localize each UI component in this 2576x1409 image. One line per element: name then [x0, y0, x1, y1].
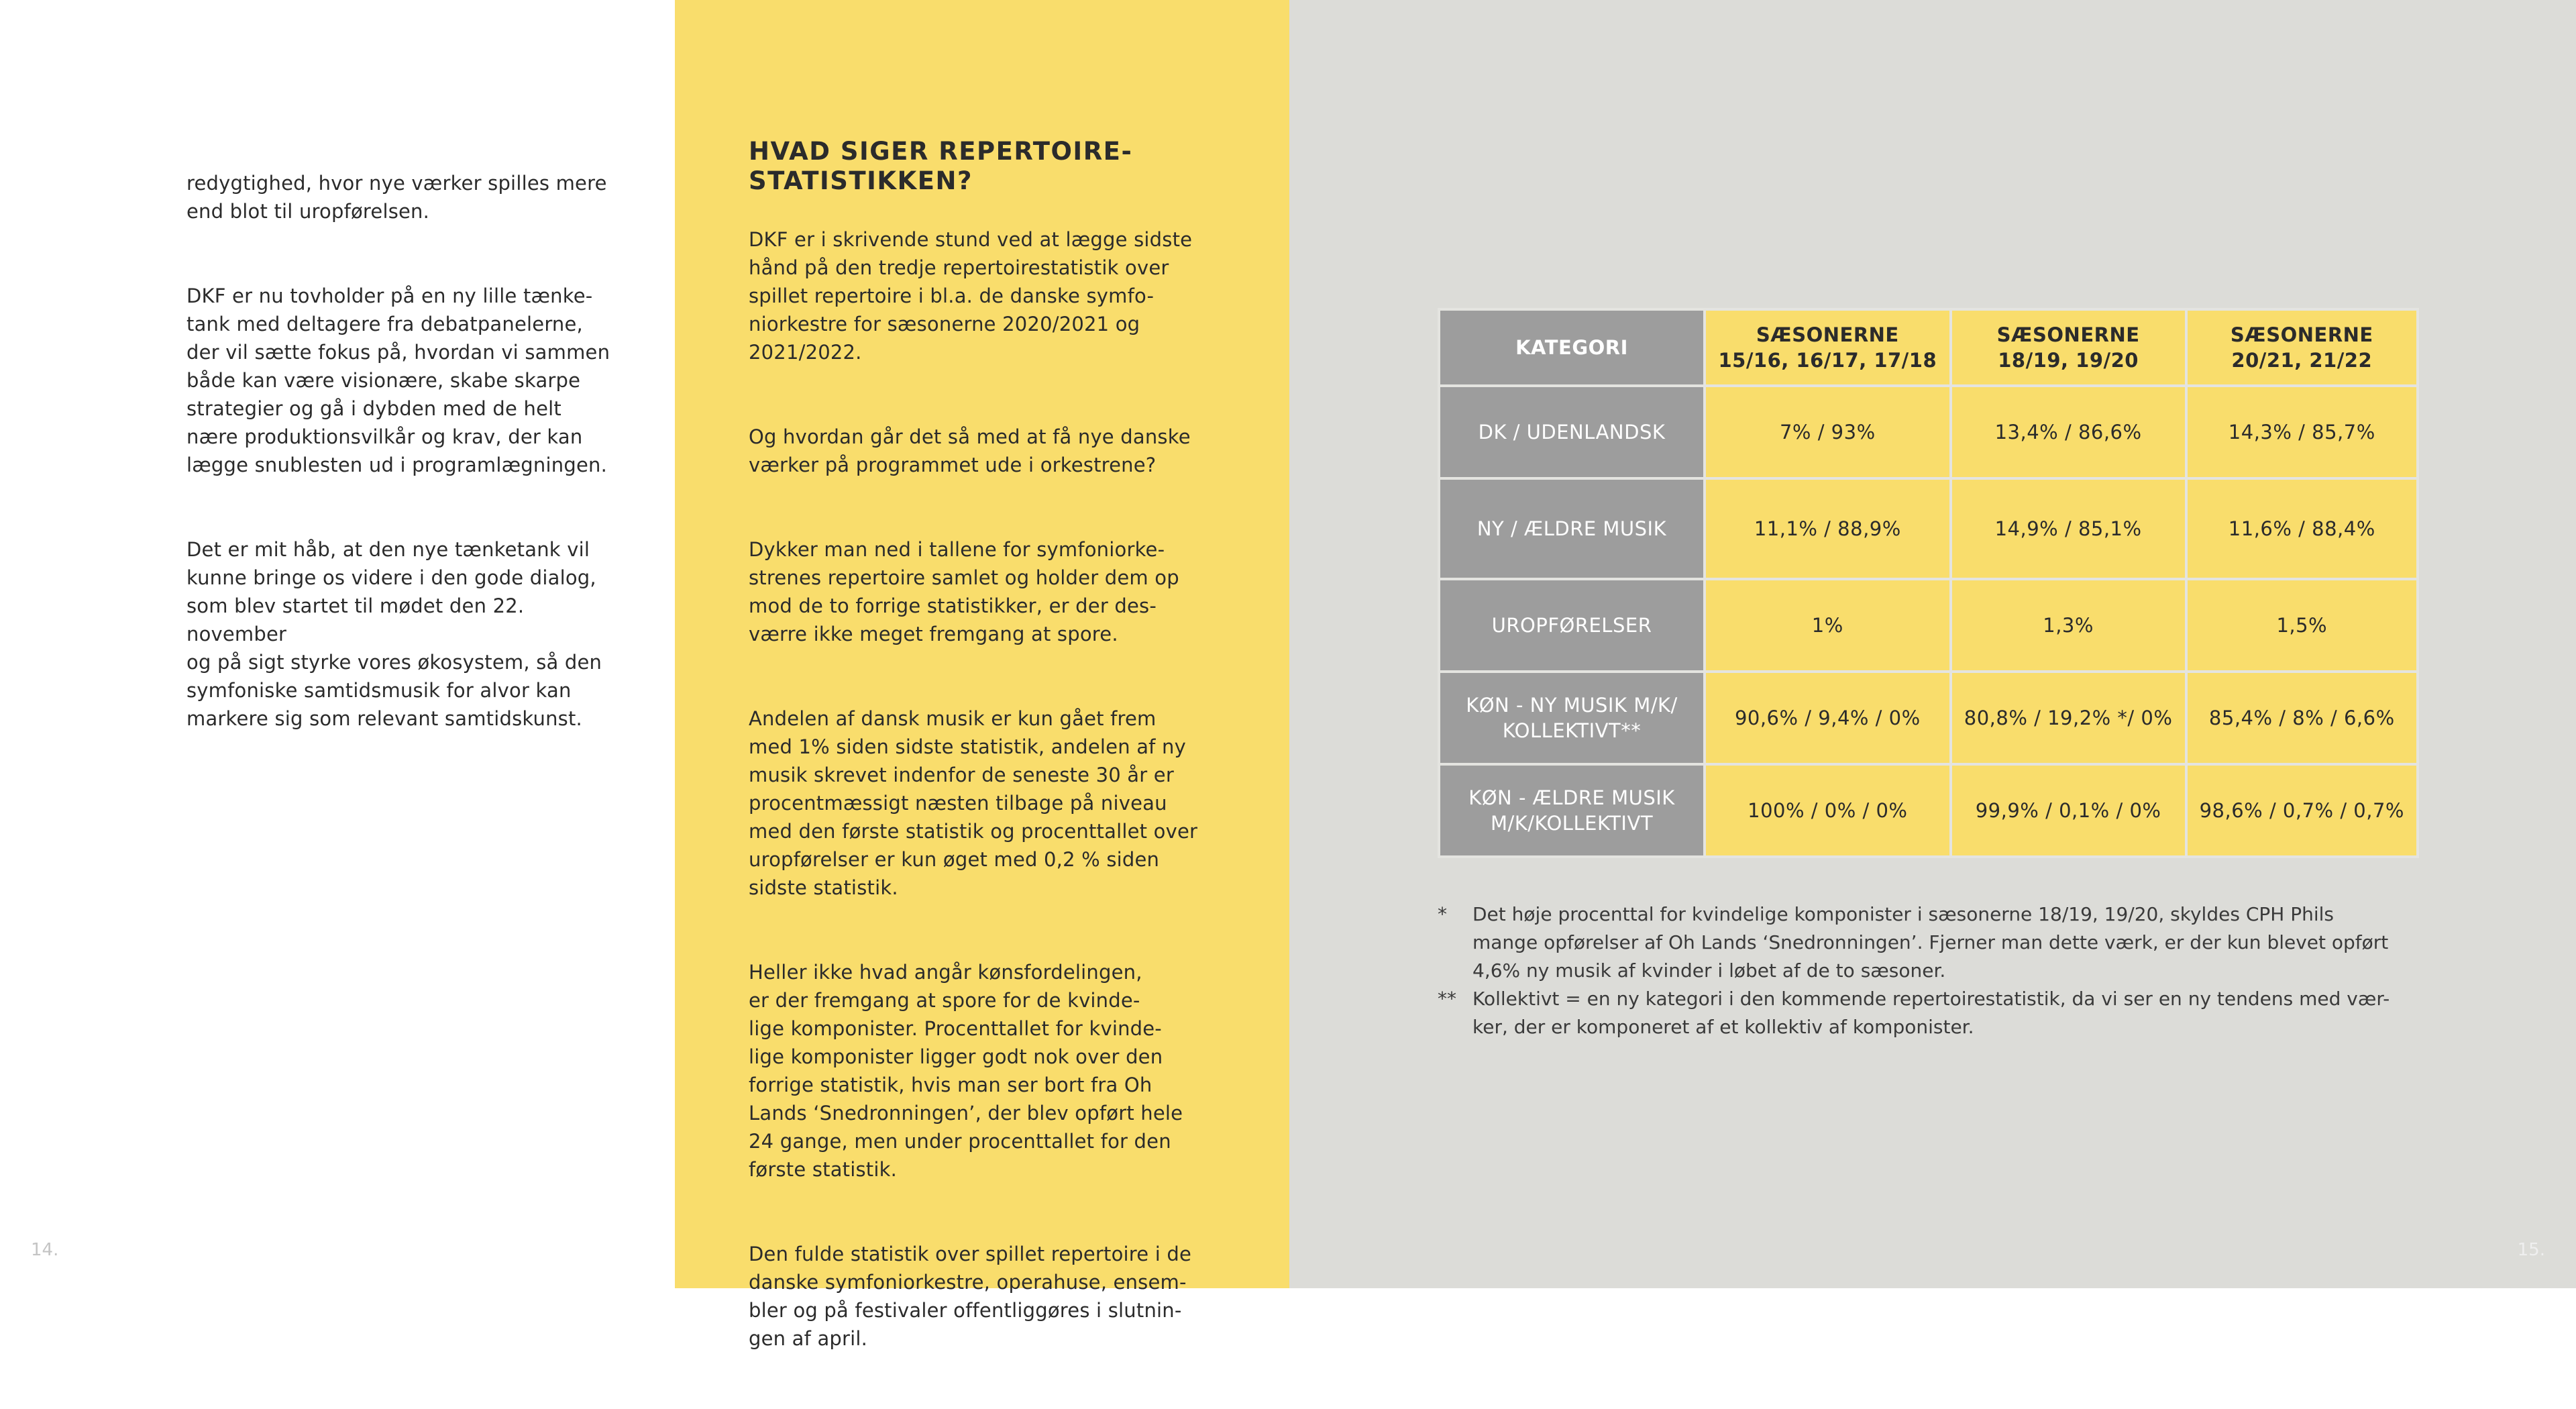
table-cell: 1,3% — [1951, 579, 2186, 672]
table-cell: 1% — [1705, 579, 1951, 672]
table-row — [1439, 386, 2418, 478]
table-row — [1439, 478, 2418, 579]
paragraph: Andelen af dansk musik er kun gået frem med 1% siden sidste statistik, andelen af ny musik skrevet indenfor de seneste 30 år er procentmæssigt næsten tilbage på niveau med den første statistik og procenttallet over uropførelser er kun øget med 0,2 % siden sidste statistik. — [749, 707, 1198, 899]
table-cell: 85,4% / 8% / 6,6% — [2186, 672, 2418, 764]
table-cell: 98,6% / 0,7% / 0,7% — [2186, 764, 2418, 857]
table-cell: 14,9% / 85,1% — [1951, 478, 2186, 579]
paragraph: Heller ikke hvad angår kønsfordelingen, er der fremgang at spore for de kvinde- lige komponister. Procenttallet for kvinde- lige komponister ligger godt nok over den forrige statistik, hvis man ser bort fra Oh Lands ‘Snedronningen’, der blev opført hele 24 gange, men under procenttallet for den første statistik. — [749, 961, 1183, 1181]
table-cell: 14,3% / 85,7% — [2186, 386, 2418, 478]
table-cell: 99,9% / 0,1% / 0% — [1951, 764, 2186, 857]
table-cell: 11,1% / 88,9% — [1705, 478, 1951, 579]
footnote — [1438, 985, 2424, 1041]
repertoire-statistics-table — [1438, 308, 2419, 858]
table-cell: 11,6% / 88,4% — [2186, 478, 2418, 579]
table-header-row — [1439, 309, 2418, 386]
page-number-right: 15. — [2517, 1240, 2545, 1260]
row-category: NY / ÆLDRE MUSIK — [1439, 478, 1705, 579]
header-season-1: SÆSONERNE 15/16, 16/17, 17/18 — [1705, 309, 1951, 386]
row-category: KØN - ÆLDRE MUSIK M/K/KOLLEKTIVT — [1439, 764, 1705, 857]
header-category: KATEGORI — [1439, 309, 1705, 386]
paragraph: redygtighed, hvor nye værker spilles mere end blot til uropførelsen. — [186, 172, 607, 223]
paragraph: DKF er i skrivende stund ved at lægge sidste hånd på den tredje repertoirestatistik over spillet repertoire i bl.a. de danske symfo- niorkestre for sæsonerne 2020/2021 og 2021/2022. — [749, 228, 1193, 364]
table-row — [1439, 764, 2418, 857]
table-cell: 1,5% — [2186, 579, 2418, 672]
table-cell: 100% / 0% / 0% — [1705, 764, 1951, 857]
table-cell: 7% / 93% — [1705, 386, 1951, 478]
footnote-text: Det høje procenttal for kvindelige komponister i sæsonerne 18/19, 19/20, skyldes CPH Phils mange opførelser af Oh Lands ‘Snedronningen’. Fjerner man dette værk, er der kun blevet opført 4,6% ny musik af kvinder i løbet af de to sæsoner. — [1472, 903, 2389, 982]
table-row — [1439, 672, 2418, 764]
table-cell: 13,4% / 86,6% — [1951, 386, 2186, 478]
middle-body-text — [749, 197, 1212, 1409]
row-category: KØN - NY MUSIK M/K/ KOLLEKTIVT** — [1439, 672, 1705, 764]
left-body-text — [186, 141, 629, 789]
footnote-text: Kollektivt = en ny kategori i den kommende repertoirestatistik, da vi ser en ny tendens med vær- ker, der er komponeret af et kollektiv af komponister. — [1472, 988, 2390, 1038]
table-cell: 80,8% / 19,2% */ 0% — [1951, 672, 2186, 764]
footnote-mark: * — [1438, 903, 1447, 925]
table-row — [1439, 579, 2418, 672]
table-cell: 90,6% / 9,4% / 0% — [1705, 672, 1951, 764]
row-category: UROPFØRELSER — [1439, 579, 1705, 672]
table-footnotes — [1438, 900, 2424, 1041]
paragraph: DKF er nu tovholder på en ny lille tænke- tank med deltagere fra debatpanelerne, der vil sætte fokus på, hvordan vi sammen både kan være visionære, skabe skarpe strategier og gå i dybden med de helt nære produktionsvilkår og krav, der kan lægge snublesten ud i programlægningen. — [186, 284, 610, 476]
page-number-left: 14. — [31, 1240, 59, 1260]
paragraph: Den fulde statistik over spillet repertoire i de danske symfoniorkestre, operahuse, ensem- bler og på festivaler offentliggøres i slutnin- gen af april. — [749, 1243, 1192, 1350]
header-season-3: SÆSONERNE 20/21, 21/22 — [2186, 309, 2418, 386]
paragraph: Det er mit håb, at den nye tænketank vil kunne bringe os videre i den gode dialog, som blev startet til mødet den 22. november og på sigt styrke vores økosystem, så den symfoniske samtidsmusik for alvor kan markere sig som relevant samtidskunst. — [186, 538, 602, 730]
paragraph: Og hvordan går det så med at få nye danske værker på programmet ude i orkestrene? — [749, 425, 1191, 476]
paragraph: Dykker man ned i tallene for symfoniorke- strenes repertoire samlet og holder dem op mod de to forrige statistikker, er der des- værre ikke meget fremgang at spore. — [749, 538, 1179, 645]
header-season-2: SÆSONERNE 18/19, 19/20 — [1951, 309, 2186, 386]
row-category: DK / UDENLANDSK — [1439, 386, 1705, 478]
section-heading: HVAD SIGER REPERTOIRE- STATISTIKKEN? — [749, 137, 1133, 195]
footnote — [1438, 900, 2424, 985]
footnote-mark: ** — [1438, 988, 1456, 1010]
